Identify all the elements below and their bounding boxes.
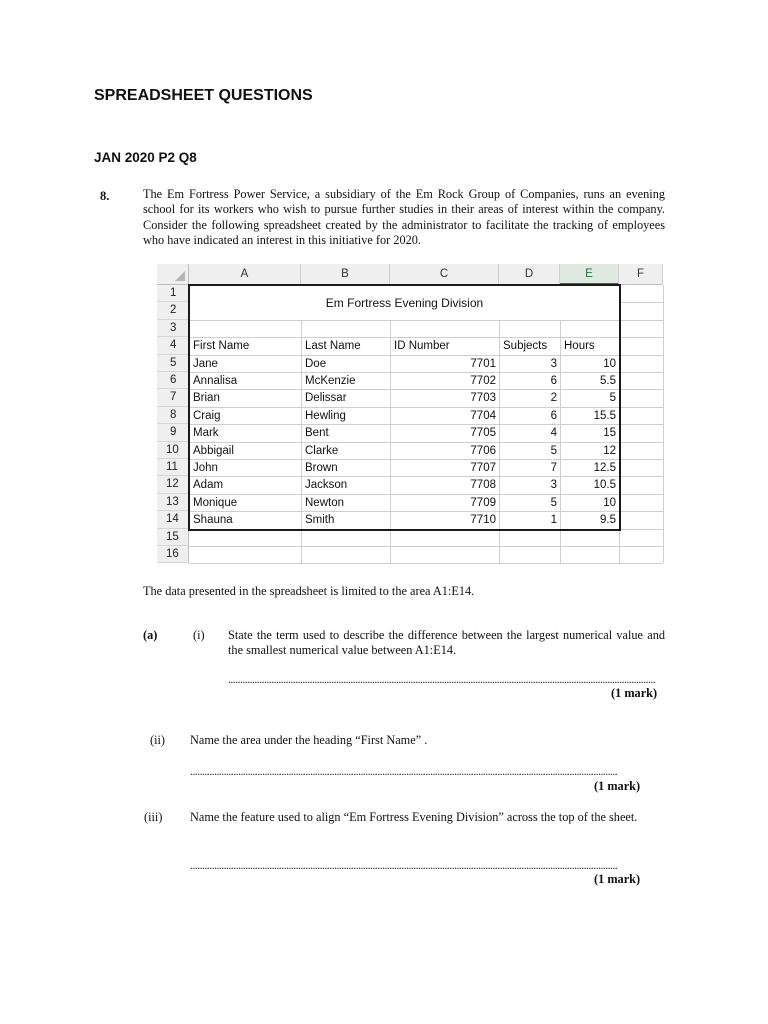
data-cell[interactable]: 7 <box>550 462 557 474</box>
data-cell[interactable]: 15.5 <box>593 409 616 422</box>
data-cell[interactable]: 7704 <box>470 409 496 422</box>
part-ii-label: (ii) <box>150 733 166 747</box>
header-cell[interactable]: Last Name <box>305 340 361 353</box>
part-ii-mark: (1 mark) <box>594 779 641 793</box>
data-cell[interactable]: 7703 <box>470 392 496 405</box>
corner-triangle-icon <box>175 271 185 281</box>
range-note: The data presented in the spreadsheet is limited to the area A1:E14. <box>143 584 475 598</box>
data-cell[interactable]: 5 <box>550 496 557 509</box>
row-header-16[interactable]: 16 <box>157 546 189 563</box>
data-cell[interactable]: Abbigail <box>193 444 234 457</box>
data-cell[interactable]: 3 <box>550 357 557 370</box>
row-header-10[interactable]: 10 <box>157 442 189 459</box>
data-cell[interactable]: 6 <box>550 409 557 422</box>
data-cell[interactable]: Mark <box>193 427 219 440</box>
column-header-f[interactable]: F <box>619 264 663 285</box>
column-header-d[interactable]: D <box>499 264 560 285</box>
part-iii-label: (iii) <box>144 810 163 824</box>
gridline-horizontal <box>189 563 663 564</box>
part-ii-answer-line[interactable]: .................................................................................................................................................................................. <box>190 764 618 778</box>
data-cell[interactable]: Monique <box>193 496 238 509</box>
row-header-9[interactable]: 9 <box>157 424 189 441</box>
row-header-12[interactable]: 12 <box>157 476 189 493</box>
data-cell[interactable]: 7702 <box>470 375 496 387</box>
gridline-horizontal <box>189 320 663 321</box>
column-header-e[interactable]: E <box>560 264 619 285</box>
row-header-7[interactable]: 7 <box>157 389 189 406</box>
data-cell[interactable]: 10.5 <box>593 479 616 492</box>
data-cell[interactable]: 7709 <box>470 496 496 509</box>
data-cell[interactable]: Smith <box>305 514 335 527</box>
column-header-a[interactable]: A <box>189 264 301 285</box>
column-header-b[interactable]: B <box>301 264 390 285</box>
row-header-6[interactable]: 6 <box>157 372 189 389</box>
data-cell[interactable]: 5 <box>609 392 616 405</box>
data-cell[interactable]: 10 <box>603 496 616 509</box>
question-number: 8. <box>100 189 110 203</box>
part-iii-mark: (1 mark) <box>594 872 641 886</box>
row-header-2[interactable]: 2 <box>157 302 189 319</box>
part-iii-answer-line[interactable]: .................................................................................................................................................................................. <box>190 858 618 872</box>
data-cell[interactable]: 5 <box>550 444 557 457</box>
spreadsheet <box>157 264 663 567</box>
part-a-label: (a) <box>143 628 158 642</box>
data-cell[interactable]: 12.5 <box>593 462 616 474</box>
gridline-horizontal <box>189 546 663 547</box>
merged-title-cell[interactable]: Em Fortress Evening Division <box>190 286 619 320</box>
data-cell[interactable]: 1 <box>550 514 557 527</box>
row-header-15[interactable]: 15 <box>157 529 189 546</box>
header-cell[interactable]: First Name <box>193 340 250 353</box>
row-header-14[interactable]: 14 <box>157 511 189 528</box>
header-cell[interactable]: Subjects <box>503 340 548 353</box>
data-cell[interactable]: Bent <box>305 427 329 440</box>
data-cell[interactable]: Delissar <box>305 392 347 405</box>
data-cell[interactable]: 15 <box>603 427 616 440</box>
select-all-corner[interactable] <box>157 264 189 285</box>
part-i-answer-line[interactable]: .................................................................................................................................................................................. <box>228 672 656 686</box>
data-cell[interactable]: Shauna <box>193 514 233 527</box>
row-header-3[interactable]: 3 <box>157 320 189 337</box>
gridline-vertical <box>663 285 664 563</box>
data-cell[interactable]: 4 <box>550 427 557 440</box>
row-header-8[interactable]: 8 <box>157 407 189 424</box>
part-iii-text: Name the feature used to align “Em Fortress Evening Division” across the top of the sheet. <box>190 810 638 824</box>
row-header-1[interactable]: 1 <box>157 285 189 302</box>
data-cell[interactable]: John <box>193 462 218 474</box>
data-cell[interactable]: 3 <box>550 479 557 492</box>
part-i-text: State the term used to describe the difference between the largest numerical value and the smallest numerical value between A1:E14. <box>228 628 665 657</box>
page-subtitle: JAN 2020 P2 Q8 <box>94 150 197 165</box>
data-cell[interactable]: Brown <box>305 462 338 474</box>
data-cell[interactable]: Craig <box>193 409 221 422</box>
column-header-c[interactable]: C <box>390 264 499 285</box>
part-i-label: (i) <box>193 628 205 642</box>
header-cell[interactable]: ID Number <box>394 340 450 353</box>
row-header-4[interactable]: 4 <box>157 337 189 354</box>
data-cell[interactable]: Brian <box>193 392 220 405</box>
row-header-13[interactable]: 13 <box>157 494 189 511</box>
data-cell[interactable]: Annalisa <box>193 375 238 387</box>
data-cell[interactable]: 9.5 <box>600 514 616 527</box>
data-cell[interactable]: Jackson <box>305 479 348 492</box>
data-cell[interactable]: 7706 <box>470 444 496 457</box>
data-cell[interactable]: Jane <box>193 357 218 370</box>
data-cell[interactable]: 7707 <box>470 462 496 474</box>
row-header-11[interactable]: 11 <box>157 459 189 476</box>
data-cell[interactable]: 7705 <box>470 427 496 440</box>
data-cell[interactable]: Adam <box>193 479 224 492</box>
data-cell[interactable]: 12 <box>603 444 616 457</box>
data-cell[interactable]: 2 <box>550 392 557 405</box>
header-cell[interactable]: Hours <box>564 340 595 353</box>
data-cell[interactable]: 7701 <box>470 357 496 370</box>
data-cell[interactable]: Newton <box>305 496 344 509</box>
data-cell[interactable]: 7710 <box>470 514 496 527</box>
data-cell[interactable]: Doe <box>305 357 327 370</box>
data-cell[interactable]: 10 <box>603 357 616 370</box>
part-ii-text: Name the area under the heading “First Name” . <box>190 733 428 747</box>
gridline-horizontal <box>189 529 663 530</box>
question-intro: The Em Fortress Power Service, a subsidiary of the Em Rock Group of Companies, runs an evening school for its workers who wish to pursue further studies in their areas of interest within the company. Consider the following spreadsheet created by the administrator to facilitate the tracking of employees who have indicated an interest in this initiative for 2020. <box>143 187 665 247</box>
data-cell[interactable]: 7708 <box>470 479 496 492</box>
page-title: SPREADSHEET QUESTIONS <box>94 87 313 104</box>
part-i-mark: (1 mark) <box>611 686 658 700</box>
data-cell[interactable]: Clarke <box>305 444 339 457</box>
data-cell[interactable]: Hewling <box>305 409 346 422</box>
data-cell[interactable]: 5.5 <box>600 375 616 387</box>
data-cell[interactable]: 6 <box>550 375 557 387</box>
row-header-5[interactable]: 5 <box>157 355 189 372</box>
data-cell[interactable]: McKenzie <box>305 375 356 387</box>
